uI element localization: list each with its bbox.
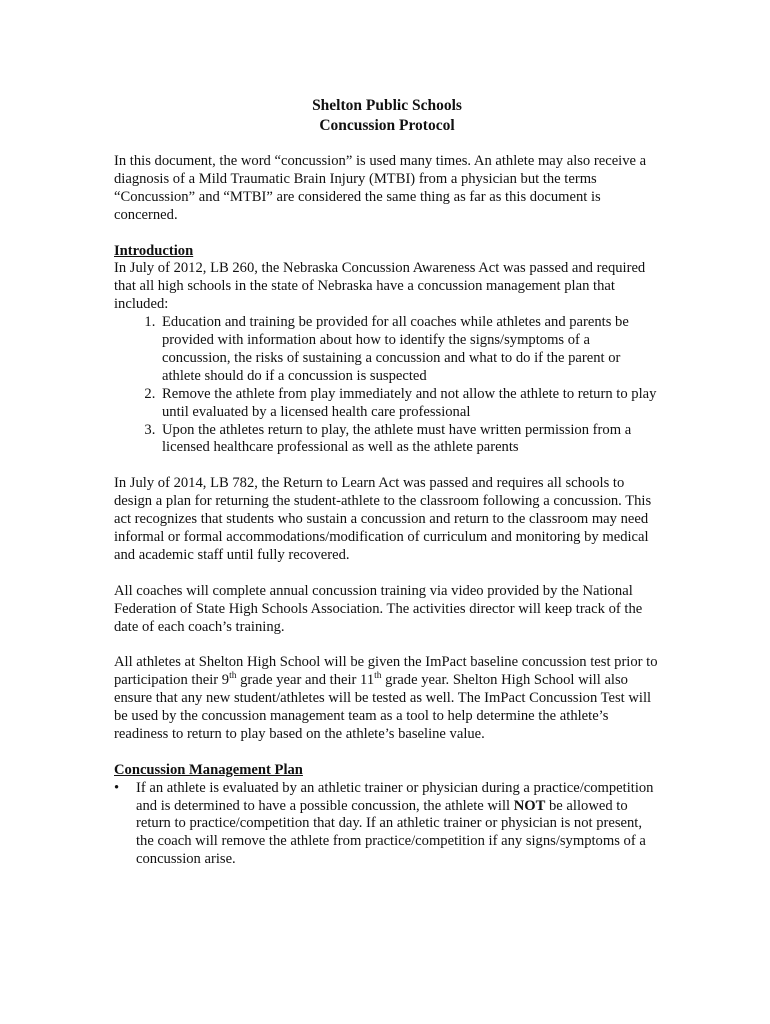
management-plan-heading: Concussion Management Plan <box>114 761 303 778</box>
bullet-icon: • <box>114 779 120 796</box>
list-item: 3. Upon the athletes return to play, the athlete must have written permission from a licensed healthcare professional as well as the athlete parents <box>159 422 660 458</box>
intro-paragraph: In this document, the word “concussion” is used many times. An athlete may also receive a diagnosis of a Mild Traumatic Brain Injury (MTBI) from a physician but the terms “Concussion” and “MTBI” are considered the same thing as far as this document is concerned. <box>114 153 647 223</box>
title-line-2: Concussion Protocol <box>319 117 455 134</box>
impact-test-paragraph: All athletes at Shelton High School will be given the ImPact baseline concussion test prior to participation their 9th grade year and their 11th grade year. Shelton High School will also ensure that any new student/athletes will be tested as well. The ImPact Concussion Test will be used by the concussion management team as a tool to help determine the athlete’s readiness to return to play based on the athlete’s baseline value. <box>114 654 658 742</box>
document-title <box>114 96 660 136</box>
list-item: • If an athlete is evaluated by an athletic trainer or physician during a practice/competition and is determined to have a possible concussion, the athlete will NOT be allowed to return to practice/competition that day. If an athletic trainer or physician is not present, the coach will remove the athlete from practice/competition if any signs/symptoms of a concussion arise. <box>114 779 654 868</box>
introduction-heading: Introduction <box>114 242 194 259</box>
requirements-list <box>114 314 660 457</box>
management-plan-list <box>114 780 660 870</box>
introduction-text: In July of 2012, LB 260, the Nebraska Concussion Awareness Act was passed and required that all high schools in the state of Nebraska have a concussion management plan that included: <box>114 260 646 313</box>
list-item: 1. Education and training be provided for all coaches while athletes and parents be provided with information about how to identify the signs/symptoms of a concussion, the risks of sustaining a concussion and what to do if the parent or athlete should do if a concussion is suspected <box>159 314 660 386</box>
title-line-1: Shelton Public Schools <box>312 97 462 114</box>
list-item: 2. Remove the athlete from play immediately and not allow the athlete to return to play until evaluated by a licensed health care professional <box>159 386 660 422</box>
coaches-training-paragraph: All coaches will complete annual concussion training via video provided by the National Federation of State High Schools Association. The activities director will keep track of the date of each coach’s training. <box>114 582 643 635</box>
document-body <box>114 96 660 869</box>
return-to-learn-paragraph: In July of 2014, LB 782, the Return to Learn Act was passed and requires all schools to design a plan for returning the student-athlete to the classroom following a concussion. This act recognizes that students who sustain a concussion and return to the classroom may need informal or formal accommodations/modification of curriculum and monitoring by medical and academic staff until fully recovered. <box>114 475 652 563</box>
